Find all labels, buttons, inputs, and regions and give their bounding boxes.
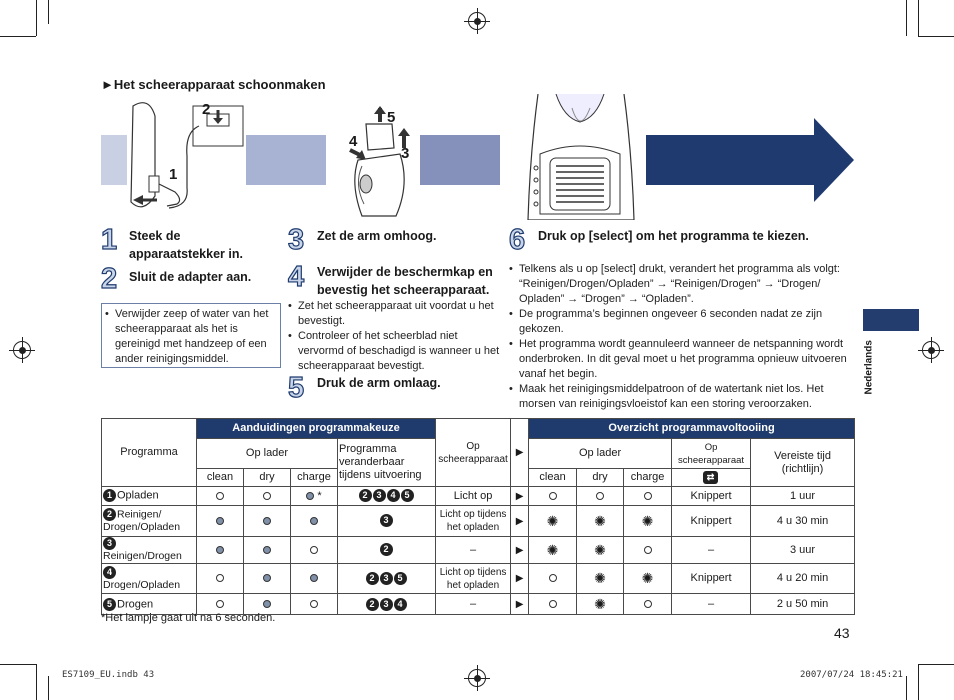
language-tab [863,309,919,331]
lamp-off-icon [549,492,557,500]
crop-mark [0,36,36,37]
program-name: 3Reinigen/Drogen [102,537,197,564]
step-2-text: Sluit de adapter aan. [129,270,252,284]
shaver-status: – [672,594,751,615]
step-1-text: Steek de apparaatstekker in. [129,229,243,261]
crop-mark [918,36,954,37]
lamp-off-icon [216,574,224,582]
figure-label: 2 [202,101,211,118]
footnote: *Het lampje gaat uit na 6 seconden. [101,612,276,624]
lamp-off-icon [216,492,224,500]
crop-mark [918,664,919,700]
crop-mark [36,0,37,36]
process-arrow [646,118,856,202]
header-programmavoltooiing: Overzicht programmavoltooiing [529,419,855,439]
page-number: 43 [834,625,850,641]
section-title: Het scheerapparaat schoonmaken [113,77,326,92]
col-op-lader-right: Op lader [529,439,672,469]
step-number-4: 4 [288,261,305,293]
figure-label: 1 [169,166,178,183]
shaver-status: – [672,537,751,564]
registration-mark [468,669,486,687]
lamp-blink-icon: ✺ [594,541,606,558]
step-number-2: 2 [101,263,118,295]
lamp-off-icon [549,574,557,582]
lamp-off-icon [644,492,652,500]
registration-mark [922,341,940,359]
registration-mark [468,12,486,30]
step-number-3: 3 [288,224,305,256]
shaver-status: Knippert [672,506,751,537]
lamp-on-icon [216,546,224,554]
crop-mark [918,0,919,36]
note-item: • Maak het reinigingsmiddelpatroon of de watertank niet los. Het morsen van reinigingsvloeistof kan een storing veroorzaken. [509,382,854,412]
arrow-icon: ▶ [511,564,529,594]
note-item: • Controleer of het scheerblad niet vervormd of beschadigd is wanneer u het scheerapparaat bevestigt. [288,329,506,374]
sub-charge-right: charge [624,469,672,487]
program-name: 2 Reinigen/ Drogen/Opladen [102,506,197,537]
lamp-on-icon [263,546,271,554]
lamp-blink-icon: ✺ [546,512,559,529]
adapter-illustration [127,96,245,220]
band-segment [420,135,500,185]
figure-label: 3 [401,145,410,162]
lamp-off-icon [216,600,224,608]
note-item: • De programma’s beginnen ongeveer 6 seconden nadat ze zijn gekozen. [509,307,854,337]
step-6-notes [509,262,854,412]
lamp-on-icon [310,574,318,582]
step-4-notes [288,299,506,374]
step-6-text: Druk op [select] om het programma te kiezen. [538,229,809,243]
lamp-on-icon [263,600,271,608]
sub-dry-right: dry [577,469,624,487]
print-footer-left: ES7109_EU.indb 43 [62,670,155,680]
arrow-icon: ▶ [511,506,529,537]
figure-label: 4 [349,133,358,150]
crop-mark [36,664,37,700]
lamp-blink-icon: ✺ [641,570,654,587]
lamp-on-icon [310,517,318,525]
shaver-icon: ⇄ [672,469,751,487]
lamp-blink-icon: ✺ [641,512,654,529]
arrow-icon: ▶ [511,537,529,564]
table-row [102,487,855,506]
sub-clean-right: clean [529,469,577,487]
crop-mark [906,676,907,700]
shaver-lamp: – [436,594,511,615]
lamp-off-icon [596,492,604,500]
lamp-on-icon [263,517,271,525]
table-row [102,564,855,594]
band-segment [246,135,326,185]
required-time: 4 u 20 min [751,564,855,594]
changeable-to: 2 3 4 5 [338,487,436,506]
crop-mark [48,676,49,700]
sub-dry: dry [244,469,291,487]
lamp-on-icon [306,492,314,500]
lamp-off-icon [549,600,557,608]
asterisk: * [317,489,322,502]
changeable-to: 2 3 4 [338,594,436,615]
shaver-lamp: Licht op [436,487,511,506]
table-row [102,506,855,537]
cleaning-station-illustration [520,94,642,220]
step-number-6: 6 [509,224,526,256]
shaver-lamp: Licht op tijdens het opladen [436,564,511,594]
cleaning-note: • Verwijder zeep of water van het scheerapparaat als het is gereinigd met handzeep of een ander reinigingsmiddel. [105,307,276,367]
changeable-to: 2 3 5 [338,564,436,594]
lamp-off-icon [310,600,318,608]
language-label: Nederlands [863,340,875,395]
col-op-scheerapparaat: Op scheerapparaat [436,419,511,487]
shaver-lamp: – [436,537,511,564]
shaver-status: Knippert [672,564,751,594]
note-item: • Het programma wordt geannuleerd wanneer de netspanning wordt onderbroken. In dit geval moet u het programma opnieuw uitvoeren vanaf het begin. [509,337,854,382]
step-number-1: 1 [101,224,118,256]
lamp-off-icon [644,600,652,608]
lamp-blink-icon: ✺ [546,541,559,558]
registration-mark [13,341,31,359]
required-time: 4 u 30 min [751,506,855,537]
band-segment [101,135,127,185]
cleaning-note-box [101,303,281,368]
step-5-text: Druk de arm omlaag. [317,376,441,390]
crop-mark [918,664,954,665]
triangle-bullet-icon: ► [101,77,114,92]
lamp-blink-icon: ✺ [594,595,606,612]
note-item: • Zet het scheerapparaat uit voordat u het bevestigt. [288,299,506,329]
program-name: 1 Opladen [102,487,197,506]
lamp-off-icon [263,492,271,500]
lamp-on-icon [216,517,224,525]
required-time: 2 u 50 min [751,594,855,615]
sub-charge: charge [291,469,338,487]
program-name: 5 Drogen [102,594,197,615]
arrow-icon: ▶ [511,419,529,487]
col-veranderbaar: Programma veranderbaar tijdens uitvoering [338,439,436,487]
lamp-off-icon [310,546,318,554]
crop-mark [0,664,36,665]
step-4-text: Verwijder de beschermkap en bevestig het scheerapparaat. [317,265,493,297]
lamp-blink-icon: ✺ [594,512,606,529]
section-heading [101,77,326,92]
lamp-on-icon [263,574,271,582]
crop-mark [906,0,907,36]
shaver-attach-illustration [328,104,420,220]
crop-mark [48,0,49,24]
step-number-5: 5 [288,372,305,404]
note-item: • Telkens als u op [select] drukt, verandert het programma als volgt: “Reinigen/Drogen/Opladen” → “Reinigen/Drogen” → “Drogen/ Opladen” → “Drogen” → “Opladen”. [509,262,854,307]
shaver-status: Knippert [672,487,751,506]
required-time: 3 uur [751,537,855,564]
step-3-text: Zet de arm omhoog. [317,229,437,243]
table-row [102,537,855,564]
header-programmakeuze: Aanduidingen programmakeuze [197,419,436,439]
shaver-lamp: Licht op tijdens het opladen [436,506,511,537]
program-table [101,418,855,615]
col-vereiste-tijd: Vereiste tijd (richtlijn) [751,439,855,487]
sub-clean: clean [197,469,244,487]
col-op-lader: Op lader [197,439,338,469]
print-footer-right: 2007/07/24 18:45:21 [800,670,903,680]
arrow-icon: ▶ [511,487,529,506]
required-time: 1 uur [751,487,855,506]
arrow-icon: ▶ [511,594,529,615]
changeable-to: 2 [338,537,436,564]
col-programma-header: Programma [102,419,197,487]
program-name: 4Drogen/Opladen [102,564,197,594]
lamp-off-icon [644,546,652,554]
col-op-scheerapparaat-right: Op scheerapparaat [672,439,751,469]
figure-label: 5 [387,109,396,126]
lamp-blink-icon: ✺ [594,570,606,587]
changeable-to: 3 [338,506,436,537]
